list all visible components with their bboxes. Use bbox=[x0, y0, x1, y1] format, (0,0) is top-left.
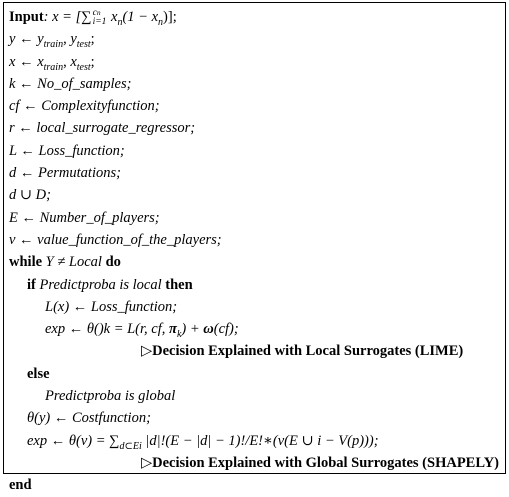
algo-line-input bbox=[9, 6, 505, 28]
algo-line-Lx: L(x) ← Loss_function; bbox=[45, 298, 178, 315]
algo-line-exp-local: exp ← θ()k = L(r, cf, $\pi_k) + \omega(cf)$; bbox=[45, 321, 239, 341]
algo-line-E: E ← Number_of_players; bbox=[9, 209, 160, 226]
algo-line-global: Predictproba is global bbox=[45, 388, 176, 405]
algo-line-L: L ← Loss_function; bbox=[9, 142, 125, 159]
algo-line-y: y ← $y_{train}$, $y_{test}$; bbox=[9, 31, 95, 51]
algo-line-k: k ← No_of_samples; bbox=[9, 75, 132, 92]
algo-line-v: v ← value_function_of_the_players; bbox=[9, 231, 222, 248]
algorithm-box bbox=[3, 2, 506, 494]
algo-line-else: else bbox=[27, 365, 50, 382]
input-sum: ∑ bbox=[81, 9, 92, 25]
input-rhs-sub: n bbox=[117, 16, 123, 28]
input-end: )]; bbox=[163, 9, 177, 25]
algo-line-if: if Predictproba is local then bbox=[27, 276, 193, 293]
input-lhs: : x = [ bbox=[43, 9, 82, 25]
input-sum-limits: cn i=1 bbox=[92, 8, 107, 28]
input-rhs: x bbox=[107, 9, 118, 25]
algo-line-dD: d ∪ D; bbox=[9, 187, 51, 204]
input-tail-sub: n bbox=[158, 16, 164, 28]
algo-line-exp-global: exp ← $\theta(v) = \sum_{d\subset Ei}$ |d|!(E − |d| − 1)!/E!∗(v(E ∪ i − V(p))); bbox=[27, 432, 379, 452]
comment-lime: ▷Decision Explained with Local Surrogates (LIME) bbox=[141, 343, 464, 360]
input-tail: (1 − x bbox=[122, 9, 159, 25]
algo-line-theta: θ(y) ← Costfunction; bbox=[27, 410, 151, 427]
algo-line-cf: cf ← Complexityfunction; bbox=[9, 98, 160, 115]
algo-line-x: x ← $x_{train}$, $x_{test}$; bbox=[9, 53, 95, 73]
algo-line-d: d ← Permutations; bbox=[9, 165, 121, 182]
algo-line-r: r ← local_surrogate_regressor; bbox=[9, 120, 196, 137]
input-keyword: Input bbox=[9, 9, 44, 25]
algo-line-while: while Y ≠ Local do bbox=[9, 254, 121, 271]
comment-shapely: ▷Decision Explained with Global Surrogates (SHAPELY) bbox=[141, 454, 499, 471]
algo-line-end: end bbox=[9, 477, 32, 494]
